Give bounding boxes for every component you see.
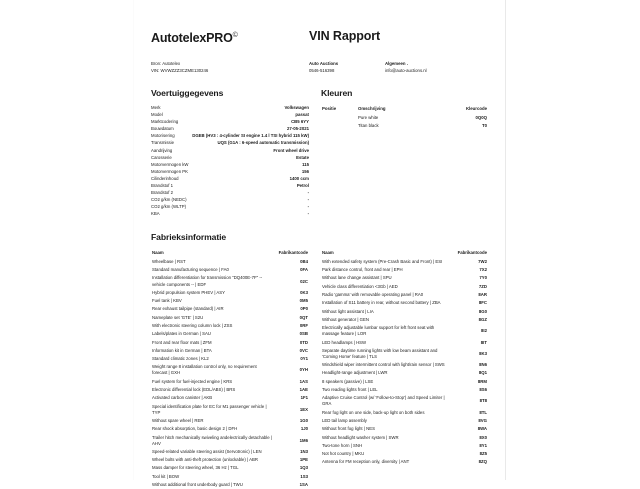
factory-row <box>151 363 309 377</box>
factory-row <box>321 369 488 377</box>
factory-option-code: 1N3 <box>300 448 308 454</box>
color-description: Pure white <box>358 114 379 120</box>
factory-option-name: Activated carbon canister | AKB <box>152 395 213 401</box>
spec-row <box>151 162 309 169</box>
factory-row <box>151 274 309 288</box>
colors-header-row <box>321 105 488 113</box>
factory-option-code: 8N6 <box>479 362 487 368</box>
factory-row <box>321 316 488 324</box>
vin-label: VIN: WVWZZZ3CZME130246 <box>151 67 209 73</box>
spec-label: CO2 g/km (NEDC) <box>151 196 187 202</box>
spec-row <box>151 126 309 133</box>
spec-label: Motorvermogen PK <box>151 168 189 174</box>
factory-row <box>321 283 488 291</box>
spec-label: Aandrijving <box>151 147 173 153</box>
factory-row <box>151 297 309 305</box>
factory-option-name: Weight range 8 installation control only, no requirement forecast | GXH <box>152 364 257 376</box>
factory-row <box>321 442 488 450</box>
spec-row <box>151 190 309 197</box>
factory-option-code: 0B4 <box>300 258 308 264</box>
factory-option-name: Windshield wiper intermittent control with light/rain sensor | SWS <box>322 362 445 368</box>
spec-value: Estate <box>296 154 309 160</box>
spec-label: Bouwdatum <box>151 126 174 132</box>
factory-option-name: Electronic differential lock (EDL/ABS) | BRS <box>152 387 236 393</box>
factory-row <box>151 339 309 347</box>
spec-value: - <box>307 189 309 195</box>
factory-option-code: 0QT <box>299 314 308 320</box>
factory-option-name: Without front fog light | NES <box>322 426 375 432</box>
factory-option-code: 1AE <box>299 387 308 393</box>
factory-option-name: Without light assistant | LIA <box>322 308 374 314</box>
factory-option-code: 8ZQ <box>478 459 487 465</box>
factory-option-code: 7W2 <box>478 258 487 264</box>
spec-row <box>151 197 309 204</box>
factory-option-code: 7ZD <box>478 283 487 289</box>
factory-option-name: Without headlight washer system | SWR <box>322 434 399 440</box>
factory-option-code: 1EX <box>299 406 308 412</box>
factory-option-code: 8G0 <box>478 308 487 314</box>
colors-section-title: Kleuren <box>321 88 353 99</box>
factory-row <box>321 266 488 274</box>
factory-row <box>151 305 309 313</box>
factory-option-code: 1G0 <box>299 417 308 423</box>
factory-row <box>151 289 309 297</box>
spec-value: UQS (G1A : 6-speed automatic transmission) <box>217 140 309 146</box>
factory-option-code: 0M5 <box>299 298 308 304</box>
factory-row <box>321 324 488 338</box>
factory-left-head <box>151 249 309 258</box>
factory-option-code: 1Q3 <box>299 465 308 471</box>
factory-row <box>321 450 488 458</box>
spec-row <box>151 204 309 211</box>
spec-row <box>151 183 309 190</box>
factory-option-name: Park distance control, front and rear | EPH <box>322 267 403 273</box>
document-header <box>151 0 488 47</box>
spec-value: 115 <box>302 161 309 167</box>
factory-option-name: Not hot country | MKU <box>322 451 365 457</box>
factory-option-code: 8K3 <box>479 350 487 356</box>
colors-header-description: Omschrijving <box>358 106 386 112</box>
factory-row <box>151 425 309 433</box>
factory-row <box>321 308 488 316</box>
factory-option-name: Antenna for FM reception only, diversity | ANT <box>322 459 410 465</box>
spec-label: Carosserie <box>151 154 172 160</box>
factory-right-head <box>321 249 488 258</box>
spec-value: Front wheel drive <box>273 147 309 153</box>
spec-label: Brandstof 1 <box>151 182 173 188</box>
factory-option-name: Rear fog light on one side, back-up light on both sides <box>322 409 425 415</box>
factory-option-name: Trailer hitch mechanically swiveling andelectrically detachable | AHV <box>152 434 272 446</box>
factory-row <box>151 464 309 472</box>
general-label: Algemeen . <box>385 61 408 66</box>
factory-option-name: Fuel tank | KBV <box>152 298 182 304</box>
spec-row <box>151 119 309 126</box>
color-row <box>321 114 488 122</box>
factory-option-name: Without lane change assistant | SPU <box>322 275 392 281</box>
factory-row <box>321 258 488 266</box>
factory-row <box>151 481 309 489</box>
spec-label: Motorvermogen kW <box>151 161 189 167</box>
factory-section-title: Fabrieksinformatie <box>151 231 227 242</box>
spec-value: - <box>307 196 309 202</box>
factory-row <box>321 394 488 408</box>
spec-value: - <box>307 210 309 216</box>
factory-option-code: 8I2 <box>481 328 487 334</box>
factory-header-code-left: Fabrikantcode <box>278 249 308 255</box>
factory-option-code: 8GZ <box>478 316 487 322</box>
factory-option-name: Headlight-range adjustment | LWR <box>322 370 388 376</box>
factory-option-code: 8VG <box>478 417 487 423</box>
factory-option-code: 0VC <box>299 347 308 353</box>
factory-option-code: 8T8 <box>479 398 487 404</box>
spec-value: 27-05-2021 <box>287 126 309 132</box>
factory-row <box>151 378 309 386</box>
factory-option-name: Rear exhaust tailpipe (standard) | AIR <box>152 306 224 312</box>
color-position <box>321 114 357 122</box>
spec-row <box>151 112 309 119</box>
factory-row <box>321 417 488 425</box>
spec-value: DGEB (HV3 : 4-cylinder SI engine 1.4 l TSI hybrid 115 kW) <box>192 133 309 139</box>
spec-label: Model <box>151 112 163 118</box>
spec-label: Brandstof 2 <box>151 189 173 195</box>
factory-option-code: 0K3 <box>300 289 308 295</box>
header-meta-row <box>151 61 488 74</box>
factory-option-code: 8Z5 <box>479 451 487 457</box>
factory-option-name: Two-tone horn | SNH <box>322 442 363 448</box>
spec-label: Transmissie <box>151 140 174 146</box>
factory-option-name: Radio 'gamma' with removable operating panel | RA0 <box>322 292 424 298</box>
factory-option-name: Electrically adjustable lumbar support for left front seat with massage feature | LOR <box>322 325 435 337</box>
dealer-name: Auto Auctions <box>309 61 339 66</box>
vehicle-rows <box>151 105 309 218</box>
vehicle-and-colors-section <box>151 88 488 218</box>
general-email: info@auto-auctions.nl <box>385 67 427 73</box>
color-position <box>321 122 357 130</box>
factory-option-code: 7Y0 <box>479 275 487 281</box>
factory-left-column <box>151 249 309 489</box>
spec-value: Petrol <box>296 182 309 188</box>
factory-table-left <box>151 249 309 489</box>
factory-option-name: Mass damper for steering wheel, 36 Hz | TGL <box>152 465 239 471</box>
factory-row <box>151 314 309 322</box>
factory-option-code: 0Y1 <box>300 356 308 362</box>
factory-row <box>151 448 309 456</box>
factory-row <box>321 299 488 307</box>
dealer-phone: 0546-516398 <box>309 67 335 73</box>
factory-row <box>321 274 488 282</box>
brand-title-text: AutotelexPRO <box>151 31 233 45</box>
factory-option-name: LED tail lamp assembly <box>322 417 367 423</box>
factory-option-name: 8 speakers (passive) | LSE <box>322 378 374 384</box>
factory-row <box>151 456 309 464</box>
factory-option-code: 0FA <box>300 267 308 273</box>
spec-value: - <box>307 203 309 209</box>
factory-columns <box>151 249 488 489</box>
spec-row <box>151 148 309 155</box>
factory-option-name: Front and rear floor mats | ZFM <box>152 339 212 345</box>
colors-table-head <box>321 105 488 113</box>
colors-header-position: Positie <box>322 106 337 112</box>
factory-option-code: 7X2 <box>479 267 487 273</box>
factory-option-name: Tool kit | BOW <box>152 473 180 479</box>
spec-row <box>151 140 309 147</box>
color-row <box>321 122 488 130</box>
spec-label: KBA <box>151 210 160 216</box>
factory-option-name: Fuel system for fuel-injected engine | KRS <box>152 378 233 384</box>
factory-option-name: Wheelbase | RST <box>152 258 186 264</box>
color-code: T0 <box>481 122 487 128</box>
factory-row <box>321 434 488 442</box>
factory-option-name: Installation of S11 battery in rear, without second battery | ZBA <box>322 300 441 306</box>
spec-row <box>151 176 309 183</box>
factory-row <box>151 330 309 338</box>
factory-option-name: Standard manufacturing sequence | FA0 <box>152 267 229 273</box>
factory-row <box>321 361 488 369</box>
spec-value: CB5 6YY <box>291 119 309 125</box>
factory-option-name: Separate daytime running lights with low beam assistant and 'Coming Home' feature | TLS <box>322 347 438 359</box>
brand-title <box>151 31 238 45</box>
factory-right-header-row <box>321 249 488 258</box>
vehicle-details-panel <box>151 88 309 218</box>
factory-row <box>151 347 309 355</box>
factory-option-name: Hybrid propulsion system PHEV | ASY <box>152 289 225 295</box>
source-block <box>151 61 309 74</box>
spec-row <box>151 169 309 176</box>
spec-value: 1400 ccm <box>289 175 309 181</box>
factory-option-name: With electronic steering column lock | ZSS <box>152 322 233 328</box>
factory-option-code: 1PE <box>299 457 308 463</box>
factory-row <box>151 258 309 266</box>
factory-row <box>151 322 309 330</box>
factory-row <box>321 409 488 417</box>
factory-option-name: Labels/plates in German | SAU <box>152 331 211 337</box>
factory-option-code: 8X0 <box>479 434 487 440</box>
factory-option-code: 8IT <box>480 339 487 345</box>
factory-option-name: Without additional front underbody guard | TWU <box>152 482 243 488</box>
spec-value: 156 <box>301 168 309 174</box>
spec-row <box>151 133 309 140</box>
vehicle-details-table <box>151 105 309 218</box>
factory-option-name: Without generator | GEN <box>322 316 369 322</box>
factory-header-name-right: Naam <box>322 249 334 255</box>
factory-option-name: Adaptive Cruise Control (w/ 'Follow-to-Stop') and Speed Limiter | GRA <box>322 395 445 407</box>
colors-header-code: Kleurcode <box>465 106 487 112</box>
factory-option-name: Special identification plate for EC for M1 passenger vehicle | TYP <box>152 403 267 415</box>
factory-row <box>151 355 309 363</box>
factory-option-code: 1F1 <box>300 395 308 401</box>
factory-option-code: 02C <box>300 278 308 284</box>
factory-option-code: 0P0 <box>300 306 308 312</box>
factory-row <box>151 394 309 402</box>
factory-row <box>151 417 309 425</box>
brand-column <box>151 29 309 47</box>
spec-value: passat <box>295 112 309 118</box>
factory-option-code: 8Q1 <box>478 370 487 376</box>
factory-option-code: 8S6 <box>479 387 487 393</box>
factory-option-name: Speed-related variable steering assist (Servotronic) | LEN <box>152 448 262 454</box>
factory-row <box>321 425 488 433</box>
factory-option-code: 1J0 <box>300 426 308 432</box>
color-code: 0Q0Q <box>475 114 487 120</box>
factory-header-code-right: Fabrikantcode <box>457 249 487 255</box>
colors-table <box>321 105 488 129</box>
factory-row <box>321 291 488 299</box>
factory-row <box>151 386 309 394</box>
factory-header-name-left: Naam <box>152 249 164 255</box>
factory-option-code: 1AS <box>299 378 308 384</box>
vehicle-section-title: Voertuiggegevens <box>151 88 224 99</box>
factory-option-name: With extended safety system (Pre-Crash Basic and Front) | ESI <box>322 258 443 264</box>
factory-left-header-row <box>151 249 309 258</box>
factory-option-name: Wheel bolts with anti-theft protection (unlockable) | ABR <box>152 457 258 463</box>
factory-info-section <box>151 232 488 489</box>
factory-option-name: Information kit in German | BTA <box>152 347 212 353</box>
factory-option-code: 0RF <box>299 322 308 328</box>
factory-row <box>321 347 488 361</box>
factory-option-name: Two reading lights front | LEL <box>322 387 378 393</box>
factory-option-name: Without spare wheel | RER <box>152 417 204 423</box>
factory-option-code: 8Y1 <box>479 442 487 448</box>
factory-row <box>321 458 488 466</box>
spec-value: Volkswagen <box>284 105 309 111</box>
general-contact-block <box>385 61 488 74</box>
report-title: VIN Rapport <box>309 29 381 43</box>
source-label: Bron: Autotelex <box>151 61 181 66</box>
factory-option-name: Rear shock absorption, basic design 2 | DFH <box>152 426 238 432</box>
factory-option-name: Standard climatic zones | KL2 <box>152 356 209 362</box>
factory-option-code: 8WA <box>477 426 487 432</box>
color-description: Titan black <box>358 122 379 128</box>
document-page <box>133 0 506 488</box>
factory-left-rows <box>151 258 309 489</box>
factory-option-name: Installation differentiation for transmission "DQ400E-7F" -- vehicle components -- | EDF <box>152 275 263 287</box>
factory-option-code: 8TL <box>479 409 487 415</box>
dealer-block <box>309 61 385 74</box>
factory-option-code: 1S3 <box>300 473 308 479</box>
factory-option-name: Vehicle class differentiation <3Gb | AED <box>322 283 398 289</box>
factory-row <box>321 339 488 347</box>
spec-label: Merk <box>151 105 161 111</box>
spec-label: CO2 g/km (WLTP) <box>151 203 187 209</box>
factory-right-column <box>321 249 488 489</box>
factory-option-code: 8AR <box>478 292 487 298</box>
spec-label: Cilinderinhoud <box>151 175 179 181</box>
report-title-column <box>309 29 488 47</box>
factory-option-code: 1M6 <box>299 437 308 443</box>
colors-panel <box>321 88 488 218</box>
factory-row <box>151 403 309 417</box>
spec-row <box>151 155 309 162</box>
factory-row <box>321 378 488 386</box>
factory-option-code: 1SA <box>299 482 308 488</box>
factory-option-name: LED headlamps | HSW <box>322 339 367 345</box>
spec-row <box>151 105 309 112</box>
factory-option-code: 8RM <box>477 378 487 384</box>
registered-icon: © <box>232 31 238 39</box>
factory-row <box>151 434 309 448</box>
factory-right-rows <box>321 258 488 467</box>
factory-option-code: 0TD <box>299 339 308 345</box>
factory-option-code: 0SB <box>299 331 308 337</box>
colors-rows <box>321 114 488 130</box>
factory-row <box>321 386 488 394</box>
spec-row <box>151 211 309 218</box>
spec-label: Motorisering <box>151 133 175 139</box>
spec-label: Marktcodering <box>151 119 179 125</box>
factory-option-name: Nameplate set 'GTE' | S2U <box>152 314 204 320</box>
factory-row <box>151 266 309 274</box>
factory-table-right <box>321 249 488 467</box>
factory-option-code: 8FC <box>478 300 487 306</box>
factory-option-code: 0YH <box>299 367 308 373</box>
